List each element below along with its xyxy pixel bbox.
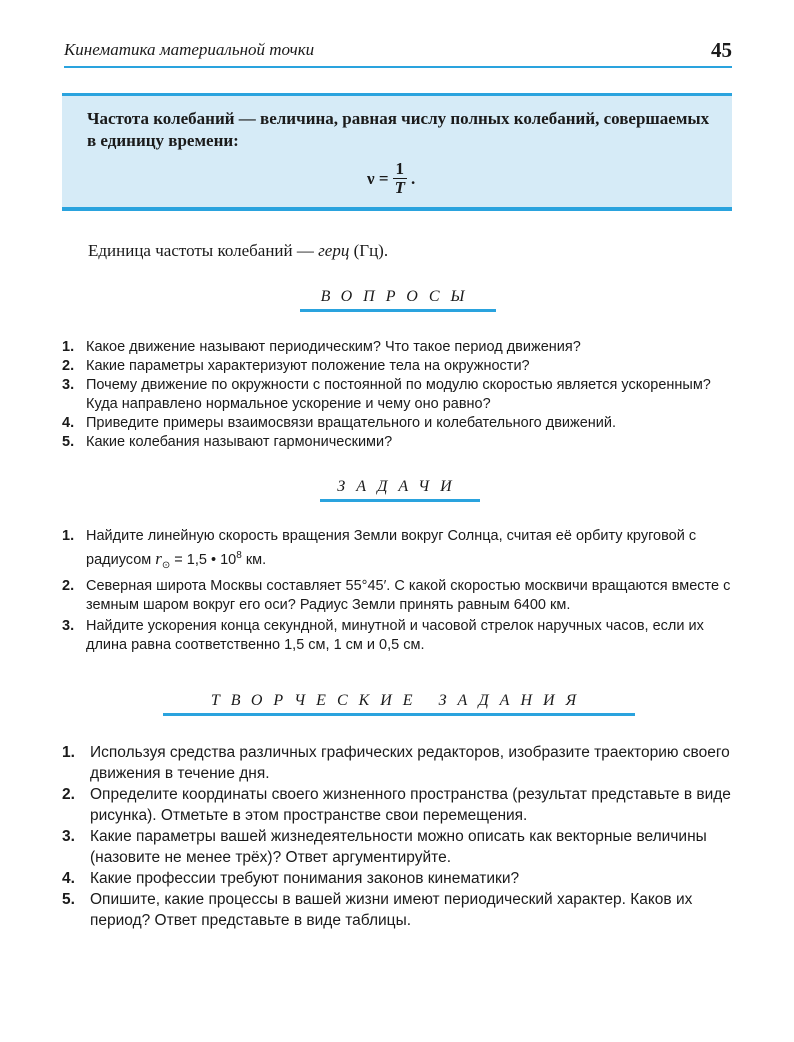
item-text: Какое движение называют периодическим? Что такое период движения? <box>86 339 581 355</box>
formula-numerator: 1 <box>393 160 408 179</box>
frequency-formula <box>367 160 415 197</box>
item-number: 2. <box>62 578 75 594</box>
list-item <box>62 414 732 433</box>
formula-lhs: ν = <box>367 168 389 188</box>
tasks-heading-text: ЗАДАЧИ <box>337 478 463 495</box>
questions-list <box>62 338 732 452</box>
list-item <box>62 826 732 868</box>
item-text: Определите координаты своего жизненного пространства (результат представьте в виде рисунка). Отметьте в этом пространстве свои перемещения. <box>90 786 731 824</box>
item-text: Какие параметры вашей жизнедеятельности можно описать как векторные величины (назовите не менее трёх)? Ответ аргументируйте. <box>90 828 707 866</box>
list-item <box>62 577 732 615</box>
item-number: 1. <box>62 339 75 355</box>
definition-text: Частота колебаний — величина, равная числу полных колебаний, совершаемых в единицу времени: <box>87 109 710 150</box>
item-number: 2. <box>62 358 75 374</box>
creative-heading-underline <box>163 713 635 716</box>
item-number: 4. <box>62 870 75 887</box>
list-item <box>62 376 732 414</box>
item-number: 5. <box>62 434 75 450</box>
item-number: 1. <box>62 528 75 544</box>
list-item <box>62 527 732 575</box>
tasks-heading-underline <box>320 499 480 502</box>
item-text: Опишите, какие процессы в вашей жизни имеют периодический характер. Каков их период? Ответ представьте в виде таблицы. <box>90 891 693 929</box>
item-number: 3. <box>62 618 75 634</box>
item-text-b: = 1,5 • 10 <box>170 552 237 568</box>
item-number: 4. <box>62 415 75 431</box>
list-item <box>62 617 732 655</box>
power-superscript: 8 <box>236 550 242 561</box>
formula-fraction <box>393 160 408 197</box>
item-text: Почему движение по окружности с постоянной по модулю скоростью является ускоренным? Куда направлено нормальное ускорение и чему оно равно? <box>86 377 711 412</box>
questions-heading-underline <box>300 309 496 312</box>
unit-line <box>88 241 388 261</box>
item-number: 2. <box>62 786 75 803</box>
definition-box <box>62 93 732 211</box>
unit-line-before: Единица частоты колебаний — <box>88 241 319 260</box>
item-text: Какие колебания называют гармоническими? <box>86 434 393 450</box>
item-number: 5. <box>62 891 75 908</box>
creative-list <box>62 742 732 931</box>
item-text: Приведите примеры взаимосвязи вращательного и колебательного движений. <box>86 415 617 431</box>
questions-heading <box>300 288 496 306</box>
sun-subscript: ⊙ <box>161 560 171 571</box>
item-text: Используя средства различных графических редакторов, изобразите траекторию своего движения в течение дня. <box>90 744 730 782</box>
tasks-list <box>62 527 732 657</box>
item-text: Какие профессии требуют понимания законов кинематики? <box>90 870 520 887</box>
item-text: Северная широта Москвы составляет 55°45′. С какой скоростью москвичи вращаются вместе с земным шаром вокруг его оси? Радиус Земли принять равным 6400 км. <box>86 578 731 613</box>
item-text-c: км. <box>241 552 267 568</box>
item-number: 1. <box>62 744 75 761</box>
formula-denominator: T <box>394 178 405 197</box>
tasks-heading <box>320 478 480 496</box>
item-text: Какие параметры характеризуют положение тела на окружности? <box>86 358 530 374</box>
unit-line-emph: герц <box>318 241 350 260</box>
item-number: 3. <box>62 828 75 845</box>
unit-line-after: (Гц). <box>349 241 389 260</box>
formula-end: . <box>411 168 416 188</box>
list-item <box>62 868 732 889</box>
item-text-a: Найдите линейную скорость вращения Земли вокруг Солнца, считая её орбиту круговой с радиусом <box>86 528 697 568</box>
creative-heading <box>163 692 635 710</box>
list-item <box>62 742 732 784</box>
list-item <box>62 338 732 357</box>
item-number: 3. <box>62 377 75 393</box>
header-rule <box>64 66 732 68</box>
questions-heading-text: ВОПРОСЫ <box>320 288 476 305</box>
list-item <box>62 784 732 826</box>
page-number: 45 <box>711 38 732 62</box>
creative-heading-text: ТВОРЧЕСКИЕ ЗАДАНИЯ <box>210 692 588 709</box>
list-item <box>62 357 732 376</box>
list-item <box>62 889 732 931</box>
radius-symbol: r <box>155 549 162 568</box>
list-item <box>62 433 732 452</box>
running-header-title: Кинематика материальной точки <box>64 40 315 59</box>
item-text: Найдите ускорения конца секундной, минутной и часовой стрелок наручных часов, если их длина равна соответственно 1,5 см, 1 см и 0,5 см. <box>86 618 704 653</box>
